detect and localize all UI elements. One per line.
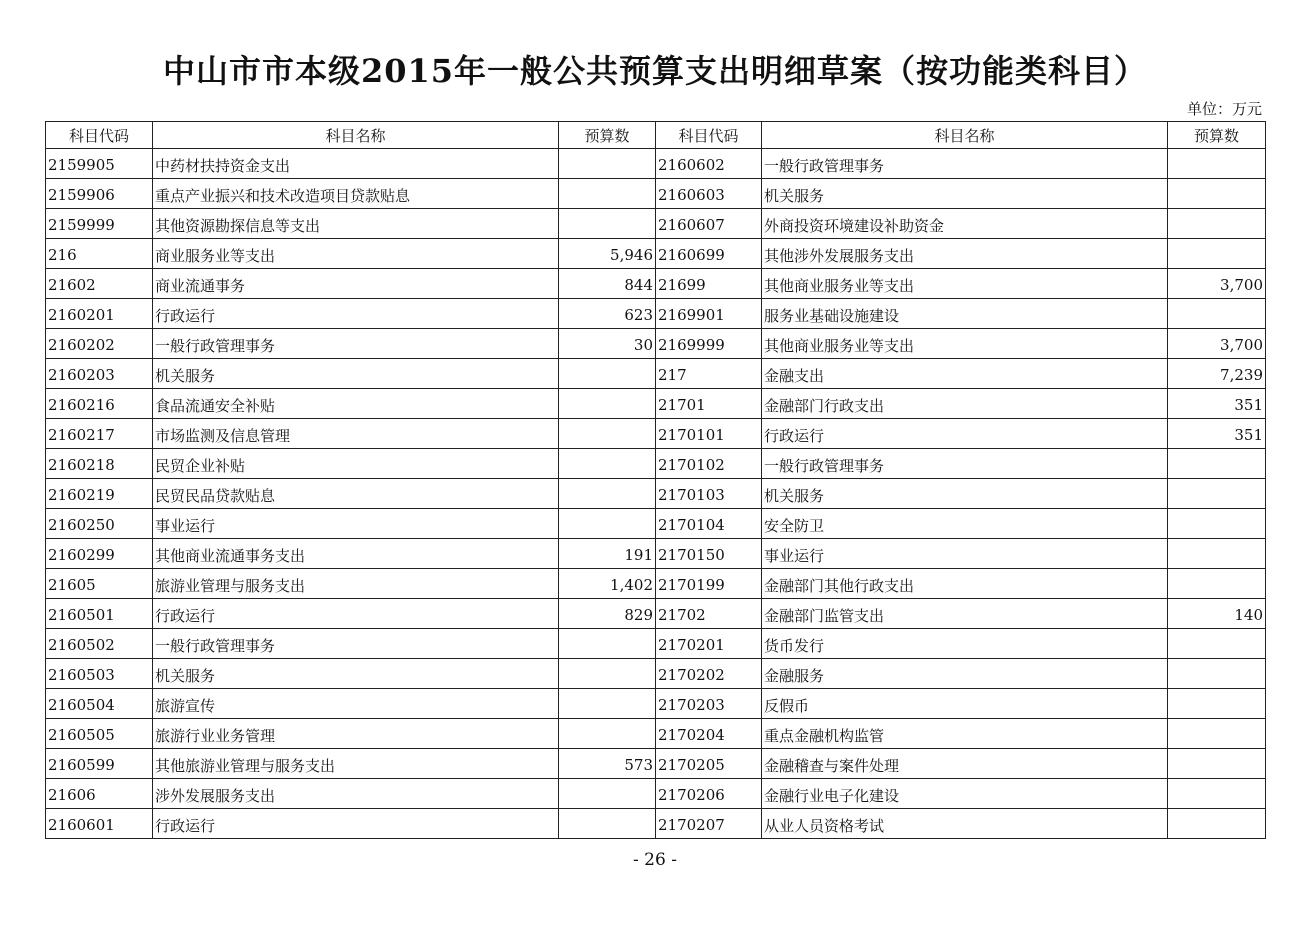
budget-amount: 140 xyxy=(1168,599,1266,629)
subject-code: 21605 xyxy=(46,569,153,599)
subject-name: 其他旅游业管理与服务支出 xyxy=(153,749,559,779)
subject-name: 机关服务 xyxy=(153,659,559,689)
subject-code: 2160699 xyxy=(656,239,762,269)
subject-code: 2160216 xyxy=(46,389,153,419)
subject-name: 其他商业服务业等支出 xyxy=(762,329,1168,359)
table-row xyxy=(46,389,1266,419)
table-row xyxy=(46,209,1266,239)
subject-code: 2160250 xyxy=(46,509,153,539)
unit-label: 单位：万元 xyxy=(1186,100,1262,118)
subject-name: 重点金融机构监管 xyxy=(762,719,1168,749)
budget-amount xyxy=(559,629,656,659)
subject-code: 2170205 xyxy=(656,749,762,779)
budget-amount: 3,700 xyxy=(1168,329,1266,359)
budget-amount: 573 xyxy=(559,749,656,779)
budget-amount xyxy=(559,479,656,509)
table-row xyxy=(46,449,1266,479)
subject-name: 机关服务 xyxy=(762,179,1168,209)
table-row xyxy=(46,269,1266,299)
subject-name: 金融行业电子化建设 xyxy=(762,779,1168,809)
budget-amount xyxy=(1168,299,1266,329)
subject-code: 2160299 xyxy=(46,539,153,569)
table-row xyxy=(46,749,1266,779)
budget-amount xyxy=(559,179,656,209)
subject-code: 2170103 xyxy=(656,479,762,509)
subject-code: 21699 xyxy=(656,269,762,299)
table-row xyxy=(46,179,1266,209)
subject-code: 2160219 xyxy=(46,479,153,509)
subject-code: 21602 xyxy=(46,269,153,299)
subject-code: 2170101 xyxy=(656,419,762,449)
budget-amount: 191 xyxy=(559,539,656,569)
subject-name: 其他商业流通事务支出 xyxy=(153,539,559,569)
table-header-row xyxy=(46,122,1266,149)
budget-amount xyxy=(559,389,656,419)
subject-code: 2160218 xyxy=(46,449,153,479)
subject-name: 安全防卫 xyxy=(762,509,1168,539)
subject-code: 2169901 xyxy=(656,299,762,329)
budget-amount xyxy=(1168,449,1266,479)
budget-amount xyxy=(1168,209,1266,239)
budget-amount xyxy=(1168,479,1266,509)
subject-code: 2160602 xyxy=(656,149,762,179)
header-amount-left: 预算数 xyxy=(559,122,656,149)
table-row xyxy=(46,539,1266,569)
subject-code: 217 xyxy=(656,359,762,389)
subject-code: 2170203 xyxy=(656,689,762,719)
subject-name: 食品流通安全补贴 xyxy=(153,389,559,419)
page-title: 中山市市本级2015年一般公共预算支出明细草案（按功能类科目） xyxy=(162,52,1148,90)
subject-name: 金融部门行政支出 xyxy=(762,389,1168,419)
table-row xyxy=(46,299,1266,329)
subject-code: 2160504 xyxy=(46,689,153,719)
subject-name: 旅游行业业务管理 xyxy=(153,719,559,749)
subject-name: 民贸企业补贴 xyxy=(153,449,559,479)
subject-name: 商业服务业等支出 xyxy=(153,239,559,269)
subject-code: 2170207 xyxy=(656,809,762,839)
subject-name: 民贸民品贷款贴息 xyxy=(153,479,559,509)
budget-amount xyxy=(559,689,656,719)
subject-code: 2170150 xyxy=(656,539,762,569)
budget-amount xyxy=(559,509,656,539)
subject-name: 反假币 xyxy=(762,689,1168,719)
table-row xyxy=(46,629,1266,659)
budget-table xyxy=(45,121,1266,839)
subject-name: 其他涉外发展服务支出 xyxy=(762,239,1168,269)
budget-amount: 5,946 xyxy=(559,239,656,269)
table-row xyxy=(46,779,1266,809)
budget-amount: 30 xyxy=(559,329,656,359)
table-row xyxy=(46,329,1266,359)
subject-code: 21702 xyxy=(656,599,762,629)
subject-name: 货币发行 xyxy=(762,629,1168,659)
table-row xyxy=(46,479,1266,509)
table-row xyxy=(46,659,1266,689)
subject-name: 事业运行 xyxy=(153,509,559,539)
subject-code: 2159905 xyxy=(46,149,153,179)
subject-name: 行政运行 xyxy=(153,299,559,329)
budget-amount: 351 xyxy=(1168,389,1266,419)
budget-amount: 3,700 xyxy=(1168,269,1266,299)
subject-name: 一般行政管理事务 xyxy=(153,629,559,659)
subject-name: 金融服务 xyxy=(762,659,1168,689)
subject-name: 一般行政管理事务 xyxy=(762,149,1168,179)
header-name-left: 科目名称 xyxy=(153,122,559,149)
budget-amount xyxy=(1168,179,1266,209)
budget-amount xyxy=(1168,539,1266,569)
subject-code: 2160201 xyxy=(46,299,153,329)
subject-code: 2170202 xyxy=(656,659,762,689)
subject-code: 2160217 xyxy=(46,419,153,449)
header-code-left: 科目代码 xyxy=(46,122,153,149)
table-row xyxy=(46,149,1266,179)
subject-code: 2170104 xyxy=(656,509,762,539)
subject-name: 旅游业管理与服务支出 xyxy=(153,569,559,599)
subject-code: 2160202 xyxy=(46,329,153,359)
budget-amount xyxy=(559,419,656,449)
header-code-right: 科目代码 xyxy=(656,122,762,149)
budget-amount xyxy=(1168,569,1266,599)
budget-amount xyxy=(559,719,656,749)
subject-name: 机关服务 xyxy=(762,479,1168,509)
table-row xyxy=(46,359,1266,389)
budget-amount xyxy=(559,209,656,239)
table-row xyxy=(46,719,1266,749)
subject-code: 2170204 xyxy=(656,719,762,749)
subject-code: 2160607 xyxy=(656,209,762,239)
budget-amount: 7,239 xyxy=(1168,359,1266,389)
budget-amount xyxy=(1168,629,1266,659)
table-row xyxy=(46,599,1266,629)
subject-name: 行政运行 xyxy=(153,599,559,629)
subject-name: 金融部门监管支出 xyxy=(762,599,1168,629)
subject-name: 市场监测及信息管理 xyxy=(153,419,559,449)
table-row xyxy=(46,809,1266,839)
budget-amount xyxy=(1168,719,1266,749)
table-row xyxy=(46,509,1266,539)
budget-amount xyxy=(559,359,656,389)
table-body xyxy=(46,149,1266,839)
subject-name: 旅游宣传 xyxy=(153,689,559,719)
subject-name: 金融稽查与案件处理 xyxy=(762,749,1168,779)
subject-name: 涉外发展服务支出 xyxy=(153,779,559,809)
budget-amount xyxy=(1168,779,1266,809)
budget-amount xyxy=(1168,809,1266,839)
page-number: - 26 - xyxy=(633,850,677,870)
subject-code: 216 xyxy=(46,239,153,269)
budget-amount xyxy=(559,809,656,839)
subject-name: 其他资源勘探信息等支出 xyxy=(153,209,559,239)
subject-code: 2160502 xyxy=(46,629,153,659)
subject-name: 其他商业服务业等支出 xyxy=(762,269,1168,299)
subject-code: 21606 xyxy=(46,779,153,809)
subject-name: 商业流通事务 xyxy=(153,269,559,299)
subject-name: 一般行政管理事务 xyxy=(153,329,559,359)
subject-code: 2160503 xyxy=(46,659,153,689)
subject-name: 重点产业振兴和技术改造项目贷款贴息 xyxy=(153,179,559,209)
budget-amount: 829 xyxy=(559,599,656,629)
table-row xyxy=(46,569,1266,599)
table-row xyxy=(46,689,1266,719)
budget-amount xyxy=(1168,149,1266,179)
subject-name: 金融部门其他行政支出 xyxy=(762,569,1168,599)
subject-code: 2170199 xyxy=(656,569,762,599)
header-amount-right: 预算数 xyxy=(1168,122,1266,149)
subject-code: 21701 xyxy=(656,389,762,419)
subject-name: 行政运行 xyxy=(762,419,1168,449)
budget-amount xyxy=(559,659,656,689)
budget-amount xyxy=(1168,659,1266,689)
subject-code: 2169999 xyxy=(656,329,762,359)
budget-amount: 623 xyxy=(559,299,656,329)
subject-code: 2170102 xyxy=(656,449,762,479)
subject-name: 服务业基础设施建设 xyxy=(762,299,1168,329)
subject-name: 从业人员资格考试 xyxy=(762,809,1168,839)
table-row xyxy=(46,419,1266,449)
subject-name: 事业运行 xyxy=(762,539,1168,569)
budget-amount xyxy=(559,149,656,179)
subject-code: 2160203 xyxy=(46,359,153,389)
budget-amount xyxy=(1168,749,1266,779)
subject-code: 2160603 xyxy=(656,179,762,209)
budget-amount xyxy=(1168,689,1266,719)
subject-name: 行政运行 xyxy=(153,809,559,839)
subject-name: 机关服务 xyxy=(153,359,559,389)
subject-code: 2160601 xyxy=(46,809,153,839)
subject-code: 2159999 xyxy=(46,209,153,239)
budget-amount xyxy=(1168,239,1266,269)
subject-code: 2160599 xyxy=(46,749,153,779)
subject-code: 2170201 xyxy=(656,629,762,659)
subject-code: 2170206 xyxy=(656,779,762,809)
subject-code: 2160505 xyxy=(46,719,153,749)
budget-amount xyxy=(559,449,656,479)
budget-amount: 844 xyxy=(559,269,656,299)
subject-name: 中药材扶持资金支出 xyxy=(153,149,559,179)
table-row xyxy=(46,239,1266,269)
budget-amount xyxy=(1168,509,1266,539)
subject-name: 金融支出 xyxy=(762,359,1168,389)
subject-code: 2159906 xyxy=(46,179,153,209)
subject-code: 2160501 xyxy=(46,599,153,629)
budget-amount: 1,402 xyxy=(559,569,656,599)
header-name-right: 科目名称 xyxy=(762,122,1168,149)
subject-name: 外商投资环境建设补助资金 xyxy=(762,209,1168,239)
subject-name: 一般行政管理事务 xyxy=(762,449,1168,479)
budget-amount xyxy=(559,779,656,809)
budget-amount: 351 xyxy=(1168,419,1266,449)
